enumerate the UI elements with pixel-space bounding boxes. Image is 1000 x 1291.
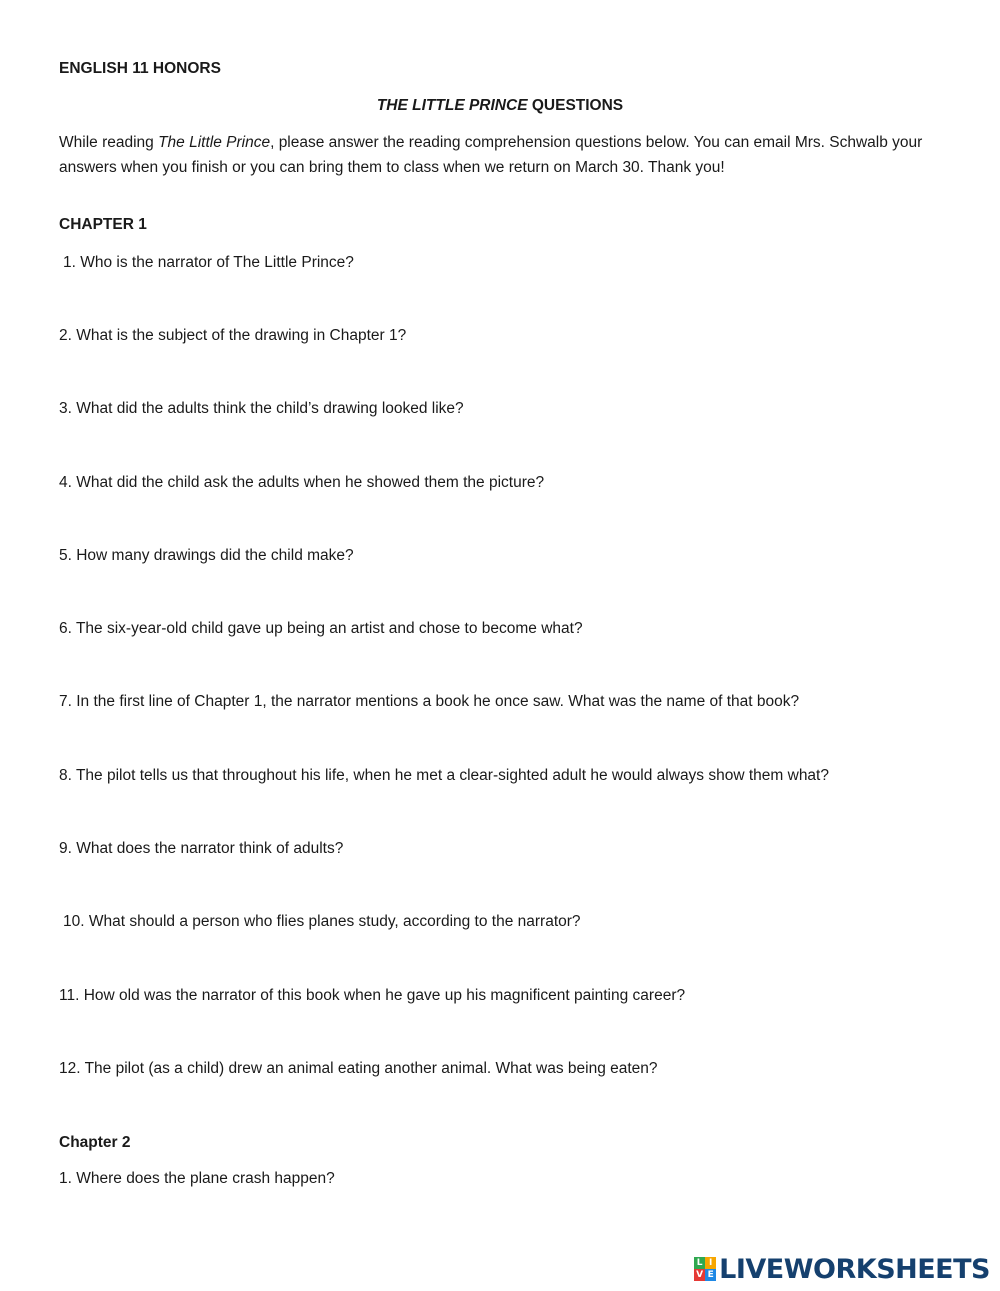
chapter-2-question-1: 1. Where does the plane crash happen? [59, 1170, 335, 1187]
logo-mark-letter: I [705, 1257, 716, 1269]
chapter-1-question-5: 5. How many drawings did the child make? [59, 547, 354, 564]
intro-pre: While reading [59, 134, 159, 151]
chapter-1-question-3: 3. What did the adults think the child’s drawing looked like? [59, 400, 464, 417]
chapter-1-question-11: 11. How old was the narrator of this book when he gave up his magnificent painting career? [59, 987, 686, 1004]
chapter-1-question-4: 4. What did the child ask the adults when he showed them the picture? [59, 474, 545, 491]
liveworksheets-logo-mark [694, 1257, 716, 1281]
liveworksheets-logo [694, 1255, 990, 1283]
logo-mark-letter: L [694, 1257, 705, 1269]
intro-book-title: The Little Prince [158, 134, 271, 151]
worksheet-title-book: THE LITTLE PRINCE [376, 97, 528, 114]
liveworksheets-logo-text: LIVEWORKSHEETS [719, 1253, 990, 1285]
chapter-2-heading: Chapter 2 [59, 1134, 131, 1151]
intro-post: , please answer the reading comprehension questions below. You can email Mrs. Schwalb your answers when you finish or you can bring them to class when we return on March 30. Thank you! [59, 134, 923, 176]
chapter-1-question-2: 2. What is the subject of the drawing in Chapter 1? [59, 327, 407, 344]
chapter-1-question-10: 10. What should a person who flies planes study, according to the narrator? [63, 913, 581, 930]
chapter-1-question-12: 12. The pilot (as a child) drew an animal eating another animal. What was being eaten? [59, 1060, 658, 1077]
chapter-1-question-7: 7. In the first line of Chapter 1, the narrator mentions a book he once saw. What was the name of that book? [59, 693, 800, 710]
chapter-1-heading: CHAPTER 1 [59, 216, 147, 233]
worksheet-title-rest: QUESTIONS [527, 97, 624, 114]
logo-mark-letter: V [694, 1269, 705, 1281]
chapter-1-question-1: 1. Who is the narrator of The Little Prince? [63, 254, 354, 271]
intro-paragraph [59, 130, 959, 180]
worksheet-title [0, 97, 1000, 115]
logo-mark-letter: E [705, 1269, 716, 1281]
course-title: ENGLISH 11 HONORS [59, 60, 221, 77]
chapter-1-question-6: 6. The six-year-old child gave up being an artist and chose to become what? [59, 620, 583, 637]
chapter-1-question-9: 9. What does the narrator think of adults? [59, 840, 344, 857]
chapter-1-question-8: 8. The pilot tells us that throughout his life, when he met a clear-sighted adult he would always show them what? [59, 767, 829, 784]
